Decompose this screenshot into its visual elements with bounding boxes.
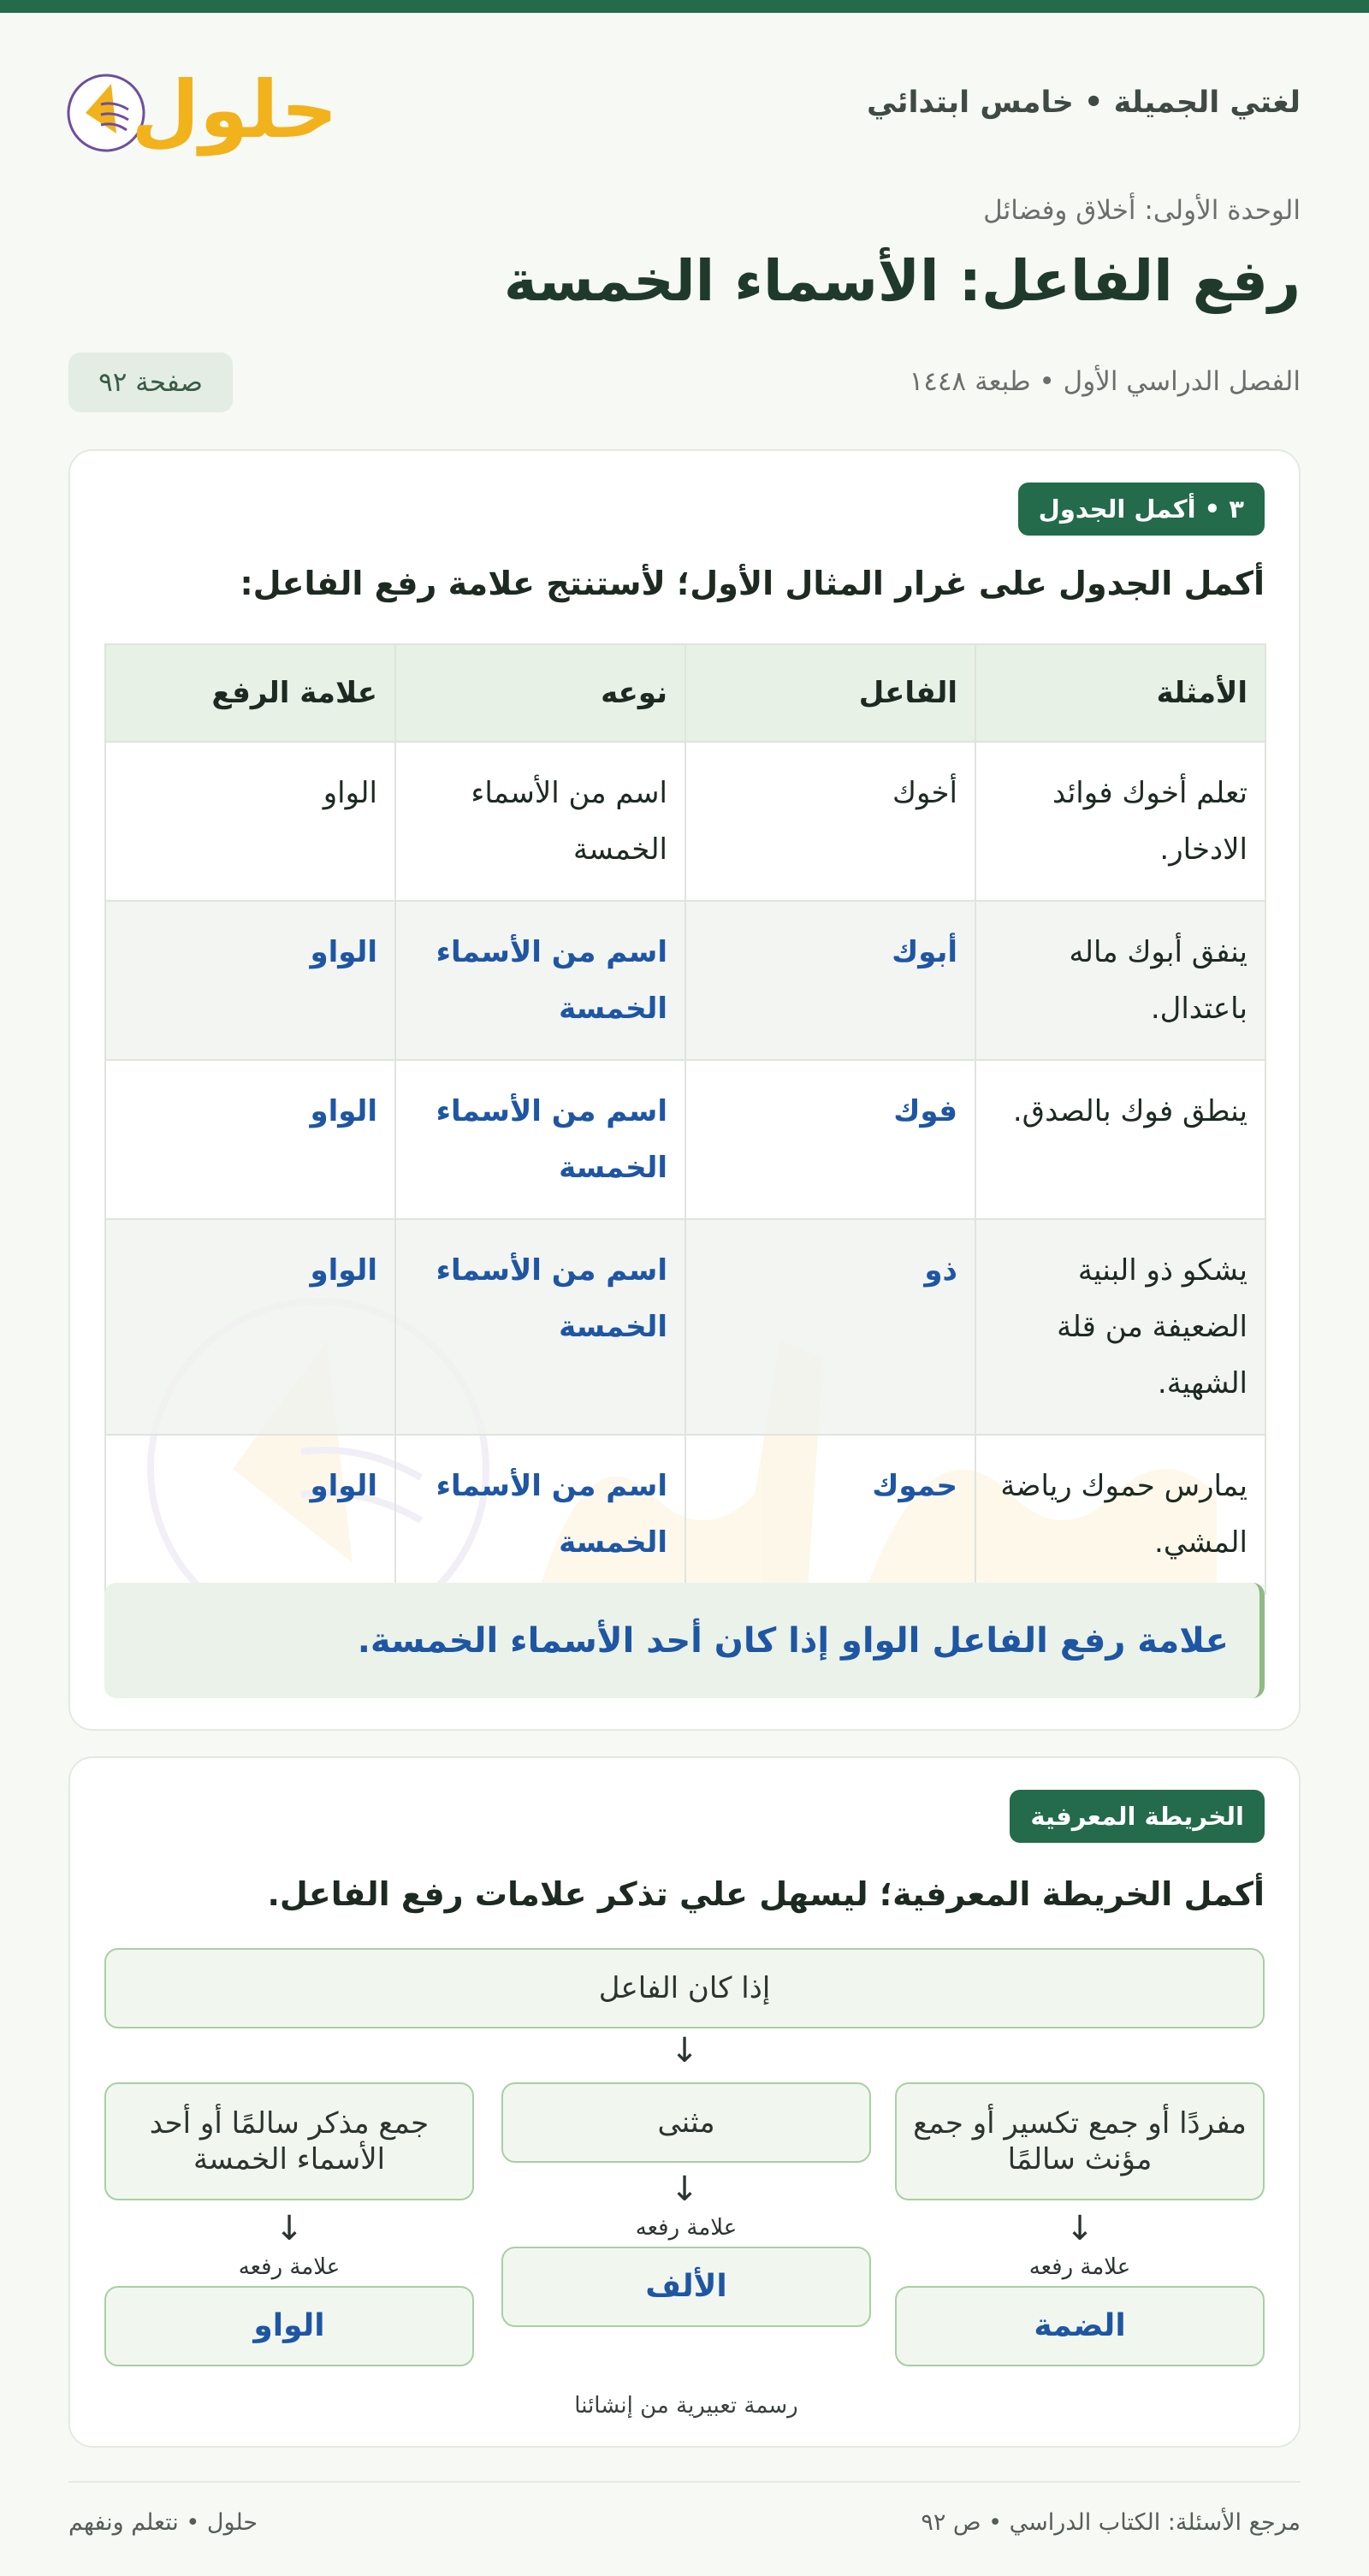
site-logo[interactable] (67, 58, 338, 161)
down-arrow-icon: ↓ (670, 2031, 699, 2070)
down-arrow-icon: ↓ (275, 2209, 304, 2248)
example-cell: يمارس حموك رياضة المشي. (975, 1435, 1265, 1594)
example-cell: يشكو ذو البنية الضعيفة من قلة الشهية. (975, 1219, 1265, 1435)
map-root-box: إذا كان الفاعل (104, 1948, 1265, 2028)
header-mark: علامة الرفع (105, 644, 395, 742)
conclusion-box: علامة رفع الفاعل الواو إذا كان أحد الأسماء الخمسة. (104, 1583, 1265, 1698)
mark-answer-cell: الواو (105, 1435, 395, 1594)
exercise-tag: ٣ • أكمل الجدول (1018, 483, 1265, 536)
example-cell: ينفق أبوك ماله باعتدال. (975, 901, 1265, 1060)
footer-source: مرجع الأسئلة: الكتاب الدراسي • ص ٩٢ (921, 2509, 1301, 2536)
type-answer-cell: اسم من الأسماء الخمسة (395, 1435, 685, 1594)
logo-text: حلول (131, 64, 338, 156)
exercise-card (68, 449, 1301, 1731)
exercise-question: أكمل الجدول على غرار المثال الأول؛ لأستنتج علامة رفع الفاعل: (240, 565, 1265, 602)
branch-mark-damma: الضمة (895, 2286, 1265, 2366)
table-row (105, 1219, 1265, 1435)
footer-divider (68, 2481, 1301, 2483)
example-cell: تعلم أخوك فوائد الادخار. (975, 742, 1265, 901)
concept-map-question: أكمل الخريطة المعرفية؛ ليسهل علي تذكر علامات رفع الفاعل. (267, 1875, 1265, 1913)
subject-cell: أخوك (685, 742, 975, 901)
down-arrow-icon: ↓ (670, 2170, 699, 2209)
type-cell: اسم من الأسماء الخمسة (395, 742, 685, 901)
table-row (105, 1435, 1265, 1594)
branch-mark-alif: الألف (501, 2247, 871, 2327)
mark-answer-cell: الواو (105, 1060, 395, 1219)
page-number-badge: صفحة ٩٢ (68, 352, 233, 412)
branch-condition-dual: مثنى (501, 2082, 871, 2163)
answer-table (104, 643, 1266, 1595)
branch-mark-waw: الواو (104, 2286, 474, 2366)
concept-map-card (68, 1756, 1301, 2448)
footer-brand[interactable]: حلول • نتعلم ونفهم (68, 2509, 258, 2536)
branch-condition-plural: جمع مذكر سالمًا أو أحد الأسماء الخمسة (104, 2082, 474, 2200)
table-row (105, 742, 1265, 901)
mark-answer-cell: الواو (105, 1219, 395, 1435)
concept-map-tag: الخريطة المعرفية (1010, 1790, 1265, 1843)
down-arrow-icon: ↓ (1065, 2209, 1094, 2248)
header-examples: الأمثلة (975, 644, 1265, 742)
header-type: نوعه (395, 644, 685, 742)
branch-label: علامة رفعه (238, 2254, 341, 2280)
mark-answer-cell: الواو (105, 901, 395, 1060)
subject-answer-cell: أبوك (685, 901, 975, 1060)
table-header-row (105, 644, 1265, 742)
branch-label: علامة رفعه (635, 2215, 738, 2241)
term-edition: الفصل الدراسي الأول • طبعة ١٤٤٨ (909, 366, 1301, 397)
top-accent-bar (0, 0, 1369, 13)
subject-answer-cell: حموك (685, 1435, 975, 1594)
page-title: رفع الفاعل: الأسماء الخمسة (503, 248, 1301, 314)
mark-cell: الواو (105, 742, 395, 901)
table-row (105, 901, 1265, 1060)
type-answer-cell: اسم من الأسماء الخمسة (395, 1060, 685, 1219)
example-cell: ينطق فوك بالصدق. (975, 1060, 1265, 1219)
subject-answer-cell: فوك (685, 1060, 975, 1219)
unit-label: الوحدة الأولى: أخلاق وفضائل (983, 195, 1301, 226)
map-caption: رسمة تعبيرية من إنشائنا (574, 2393, 798, 2419)
type-answer-cell: اسم من الأسماء الخمسة (395, 901, 685, 1060)
branch-label: علامة رفعه (1028, 2254, 1131, 2280)
series-title: لغتي الجميلة • خامس ابتدائي (866, 86, 1301, 120)
type-answer-cell: اسم من الأسماء الخمسة (395, 1219, 685, 1435)
header-subject: الفاعل (685, 644, 975, 742)
branch-condition-singular: مفردًا أو جمع تكسير أو جمع مؤنث سالمًا (895, 2082, 1265, 2200)
subject-answer-cell: ذو (685, 1219, 975, 1435)
table-row (105, 1060, 1265, 1219)
